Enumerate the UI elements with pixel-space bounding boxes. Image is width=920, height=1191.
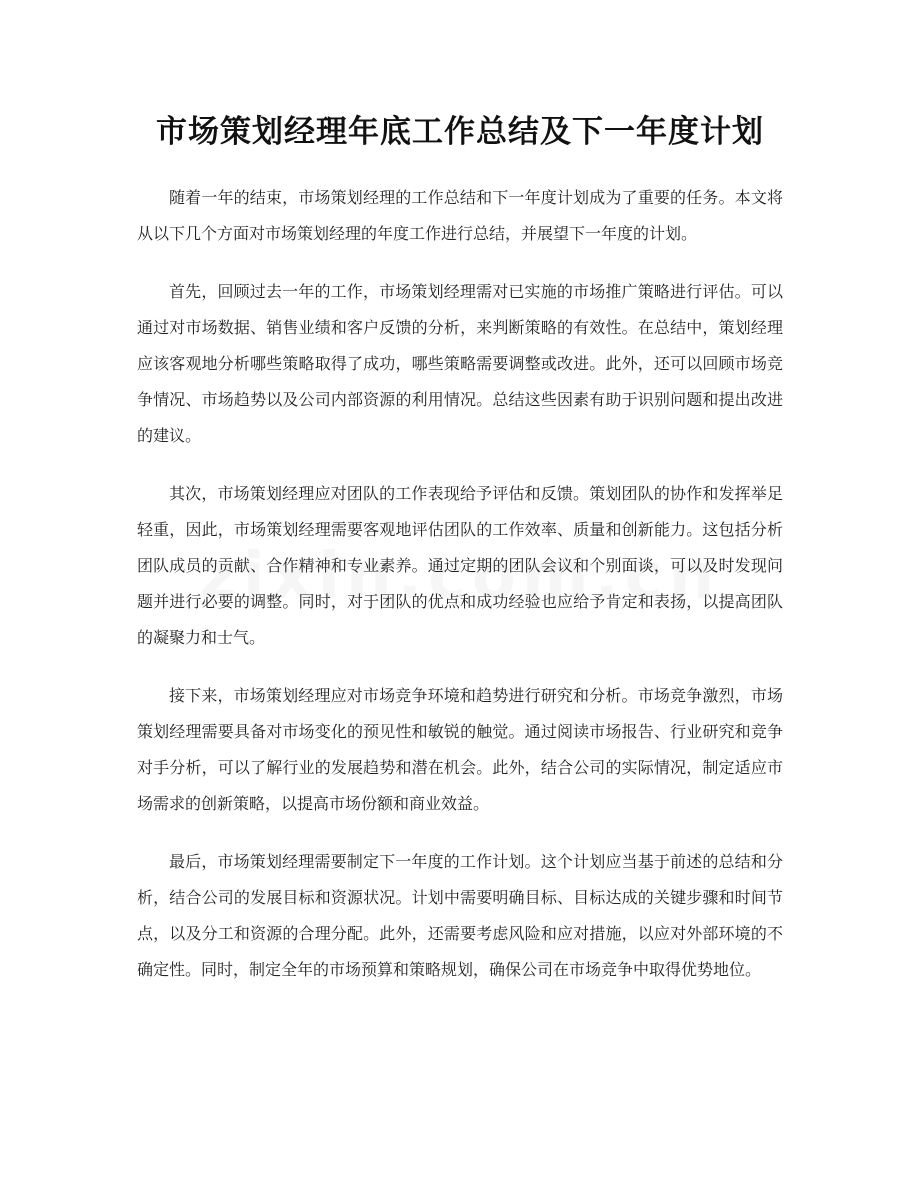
paragraph-next-year-plan: 最后，市场策划经理需要制定下一年度的工作计划。这个计划应当基于前述的总结和分析，结合公司的发展目标和资源状况。计划中需要明确目标、目标达成的关键步骤和时间节点，以及分工和资源的合理分配。此外，还需要考虑风险和应对措施，以应对外部环境的不确定性。同时，制定全年的市场预算和策略规划，确保公司在市场竞争中取得优势地位。 — [137, 852, 783, 979]
paragraph-market-analysis: 接下来，市场策划经理应对市场竞争环境和趋势进行研究和分析。市场竞争激烈，市场策划经理需要具备对市场变化的预见性和敏锐的触觉。通过阅读市场报告、行业研究和竞争对手分析，可以了解行业的发展趋势和潜在机会。此外，结合公司的实际情况，制定适应市场需求的创新策略，以提高市场份额和商业效益。 — [137, 686, 783, 813]
paragraph-review-strategy: 首先，回顾过去一年的工作，市场策划经理需对已实施的市场推广策略进行评估。可以通过对市场数据、销售业绩和客户反馈的分析，来判断策略的有效性。在总结中，策划经理应该客观地分析哪些策略取得了成功，哪些策略需要调整或改进。此外，还可以回顾市场竞争情况、市场趋势以及公司内部资源的利用情况。总结这些因素有助于识别问题和提出改进的建议。 — [137, 282, 783, 445]
paragraph-intro: 随着一年的结束，市场策划经理的工作总结和下一年度计划成为了重要的任务。本文将从以下几个方面对市场策划经理的年度工作进行总结，并展望下一年度的计划。 — [137, 188, 783, 243]
document-body — [137, 180, 783, 1010]
document-title: 市场策划经理年底工作总结及下一年度计划 — [156, 114, 764, 150]
paragraph-team-evaluation: 其次，市场策划经理应对团队的工作表现给予评估和反馈。策划团队的协作和发挥举足轻重，因此，市场策划经理需要客观地评估团队的工作效率、质量和创新能力。这包括分析团队成员的贡献、合作精神和专业素养。通过定期的团队会议和个别面谈，可以及时发现问题并进行必要的调整。同时，对于团队的优点和成功经验也应给予肯定和表扬，以提高团队的凝聚力和士气。 — [137, 484, 783, 647]
